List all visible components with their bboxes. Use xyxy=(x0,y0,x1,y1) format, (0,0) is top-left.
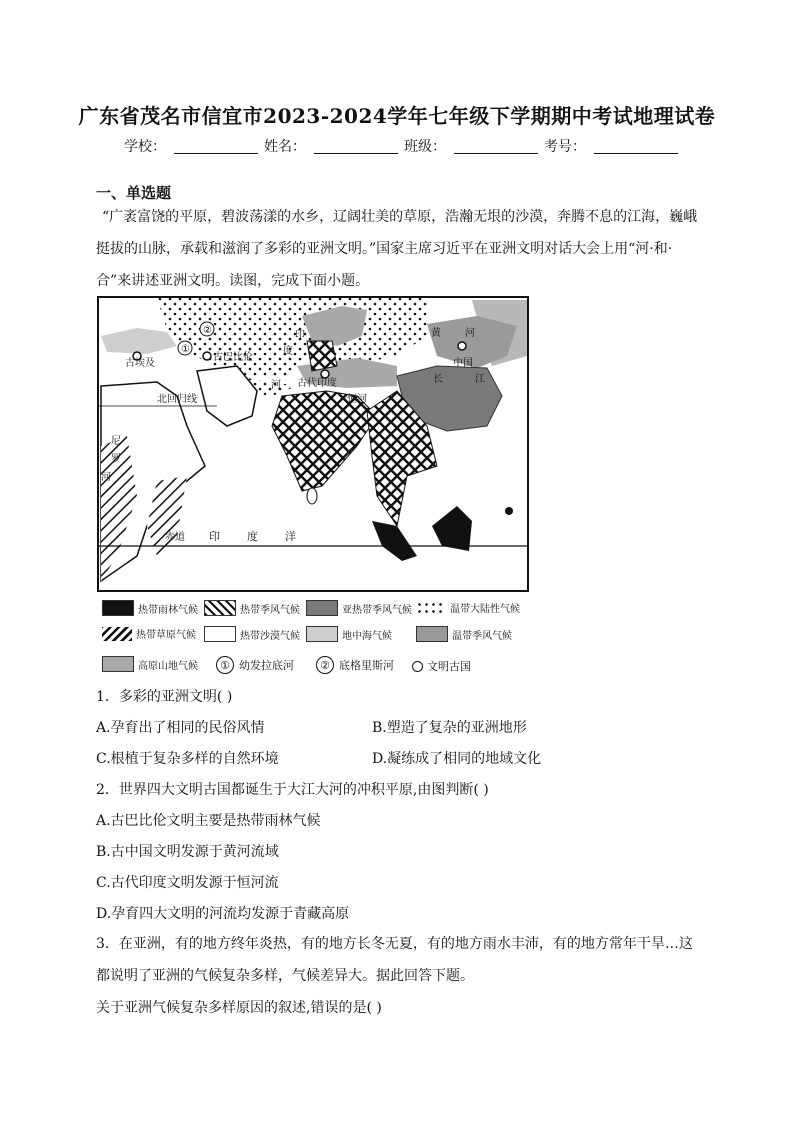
legend-temperate-continental: 温带大陆性气候 xyxy=(416,600,520,615)
school-label: 学校： xyxy=(124,139,166,155)
q1-option-c[interactable]: C.根植于复杂多样的自然环境 xyxy=(96,751,279,767)
map-label-ocean-2: 度 xyxy=(247,530,258,543)
q2-option-c[interactable]: C.古代印度文明发源于恒河流 xyxy=(96,875,279,891)
intro-paragraph: “广袤富饶的平原，碧波荡漾的水乡，辽阔壮美的草原，浩瀚无垠的沙漠，奔腾不息的江海，巍峨挺拔的山脉，承载和滋润了多彩的亚洲文明。”国家主席习近平在亚洲文明对话大会上用“河·和·合”来讲述亚洲文明。读图，完成下面小题。 xyxy=(96,209,698,289)
legend-temperate-monsoon: 温带季风气候 xyxy=(416,626,512,642)
swatch-temperate-continental xyxy=(416,601,446,615)
map-label-yellow-1: 黄 xyxy=(431,328,441,339)
map-label-n1: ① xyxy=(181,344,190,355)
swatch-subtropical-monsoon xyxy=(306,600,338,616)
swatch-highland xyxy=(102,656,134,672)
map-label-yellow-2: 河 xyxy=(465,328,475,339)
map-label-indus-3: 河 xyxy=(271,380,281,391)
map-label-indus-2: 度 xyxy=(283,346,293,357)
map-label-ocean-1: 印 xyxy=(209,530,220,543)
map-label-n2: ② xyxy=(203,325,212,336)
student-info-row xyxy=(124,136,684,156)
swatch-savanna xyxy=(102,627,132,641)
map-label-equator: 赤道 xyxy=(165,532,185,543)
exam-title: 广东省茂名市信宜市2023-2024学年七年级下学期期中考试地理试卷 xyxy=(78,104,716,128)
map-label-ocean-3: 洋 xyxy=(285,530,296,543)
legend-highland: 高原山地气候 xyxy=(102,656,198,672)
q2-option-d[interactable]: D.孕育四大文明的河流均发源于青藏高原 xyxy=(96,906,350,922)
legend-subtropical-monsoon: 亚热带季风气候 xyxy=(306,600,412,616)
question-3: 3．在亚洲，有的地方终年炎热，有的地方长冬无夏，有的地方雨水丰沛，有的地方常年干旱…这都说明了亚洲的气候复杂多样，气候差异大。据此回答下题。 xyxy=(96,936,693,984)
map-label-indus-1: 印 xyxy=(295,330,305,341)
section-heading: 一、单选题 xyxy=(96,184,172,202)
swatch-rainforest xyxy=(102,600,134,616)
map-label-nile-3: 河 xyxy=(101,472,111,483)
map-label-nile-2: 罗 xyxy=(111,454,121,465)
class-label: 班级： xyxy=(404,139,446,155)
q2-option-a[interactable]: A.古巴比伦文明主要是热带雨林气候 xyxy=(96,813,321,829)
swatch-temperate-monsoon xyxy=(416,626,448,642)
class-blank[interactable] xyxy=(454,139,538,154)
map-label-tropic: 北回归线 xyxy=(157,394,197,405)
name-blank[interactable] xyxy=(314,139,398,154)
q1-option-d[interactable]: D.凝练成了相同的地域文化 xyxy=(372,751,542,767)
swatch-desert xyxy=(204,626,236,642)
q2-option-b[interactable]: B.古中国文明发源于黄河流域 xyxy=(96,844,279,860)
legend-river2: ② 底格里斯河 xyxy=(316,656,394,674)
legend-tropical-monsoon: 热带季风气候 xyxy=(204,600,300,616)
map-label-egypt: 古埃及 xyxy=(125,358,155,369)
number-label: 考号： xyxy=(544,139,586,155)
asia-climate-map xyxy=(97,296,529,592)
legend-rainforest: 热带雨林气候 xyxy=(102,600,198,616)
swatch-mediterranean xyxy=(306,626,338,642)
map-label-china: 中国 xyxy=(453,358,473,369)
map-label-yangtze-1: 长 xyxy=(433,374,443,385)
map-label-babylon: 古巴比伦 xyxy=(213,352,253,363)
legend-river1: ① 幼发拉底河 xyxy=(216,656,294,674)
name-label: 姓名： xyxy=(264,139,306,155)
legend-mediterranean: 地中海气候 xyxy=(306,626,392,642)
question-3-sub: 关于亚洲气候复杂多样原因的叙述,错误的是( ) xyxy=(96,1000,382,1016)
school-blank[interactable] xyxy=(174,139,258,154)
map-label-yangtze-2: 江 xyxy=(475,374,485,385)
map-label-ganges: 恒河 xyxy=(347,394,367,405)
question-2: 2．世界四大文明古国都诞生于大江大河的冲积平原,由图判断( ) xyxy=(96,782,489,798)
question-1: 1．多彩的亚洲文明( ) xyxy=(96,689,233,705)
legend-desert: 热带沙漠气候 xyxy=(204,626,300,642)
civilization-dot-icon xyxy=(412,661,423,672)
map-legend xyxy=(100,598,540,680)
number-blank[interactable] xyxy=(594,139,678,154)
q1-option-b[interactable]: B.塑造了复杂的亚洲地形 xyxy=(372,720,527,736)
q1-option-a[interactable]: A.孕育出了相同的民俗风情 xyxy=(96,720,265,736)
swatch-tropical-monsoon xyxy=(204,600,236,616)
legend-civilization: 文明古国 xyxy=(412,658,471,674)
river2-number-icon: ② xyxy=(316,656,334,674)
legend-savanna: 热带草原气候 xyxy=(102,626,196,641)
map-label-nile-1: 尼 xyxy=(111,436,121,447)
river1-number-icon: ① xyxy=(216,656,234,674)
map-label-india: 古代印度 xyxy=(297,378,337,389)
